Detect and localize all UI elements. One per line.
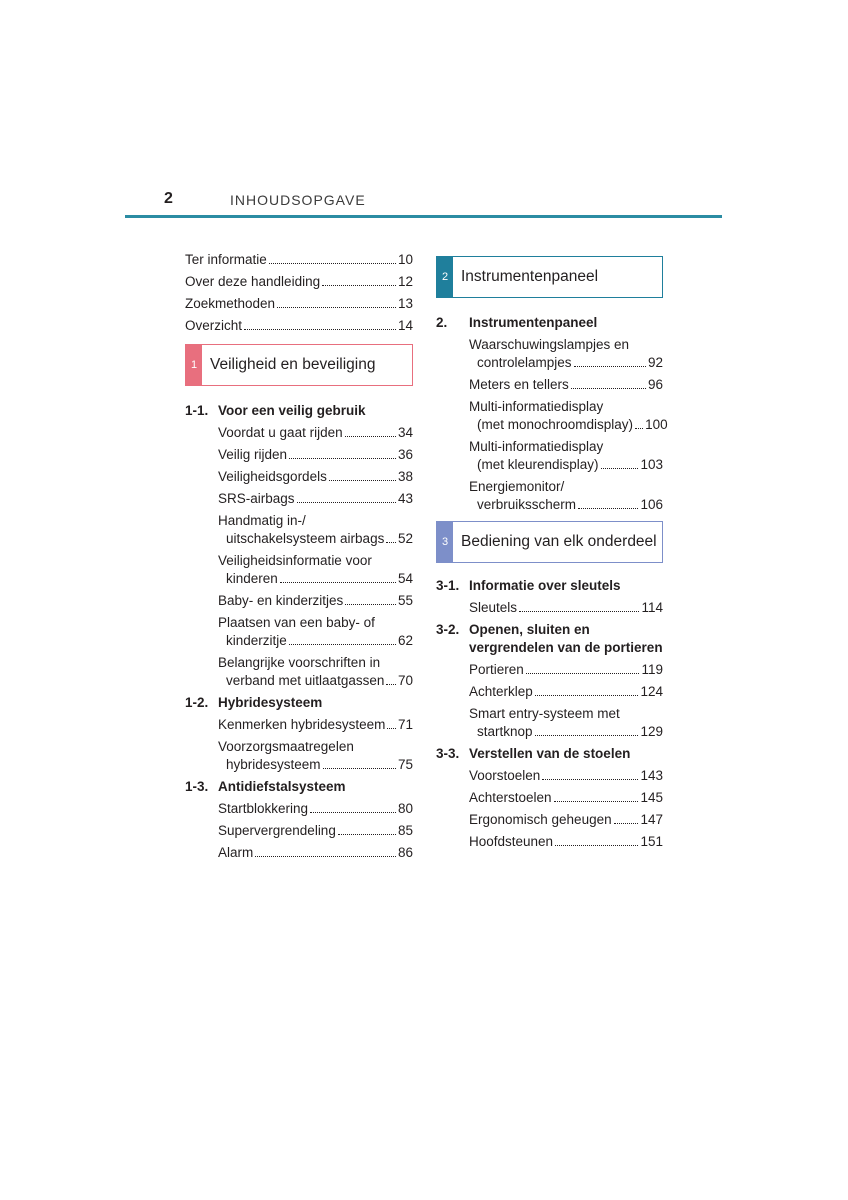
toc-entry-title-line: Voorzorgsmaatregelen — [218, 739, 354, 754]
toc-entry-title: uitschakelsysteem airbags — [226, 531, 385, 546]
section-1-box[interactable] — [185, 344, 413, 386]
header-rule — [125, 215, 722, 218]
section-3-groups — [436, 577, 663, 851]
toc-group — [185, 778, 413, 862]
toc-entry-page: 85 — [397, 823, 413, 838]
toc-entry[interactable] — [218, 716, 413, 734]
toc-entry-page: 13 — [397, 296, 413, 311]
toc-entry[interactable] — [469, 767, 663, 785]
toc-entry-title-line: Plaatsen van een baby- of — [218, 615, 375, 630]
dot-leader — [329, 480, 396, 481]
toc-subheading[interactable] — [436, 314, 663, 332]
toc-entry-page: 12 — [397, 274, 413, 289]
toc-entry-title: SRS-airbags — [218, 491, 295, 506]
toc-subheading-number: 2. — [436, 315, 448, 330]
toc-entry-title: Startblokkering — [218, 801, 309, 816]
dot-leader — [345, 604, 396, 605]
toc-entry[interactable] — [218, 738, 413, 774]
toc-entry[interactable] — [218, 844, 413, 862]
toc-entry[interactable] — [469, 661, 663, 679]
toc-entry-page: 43 — [397, 491, 413, 506]
dot-leader — [277, 307, 396, 308]
toc-subheading-title: Openen, sluiten en vergrendelen van de portieren — [469, 622, 663, 655]
section-3-title: Bediening van elk onderdeel — [461, 533, 657, 550]
toc-entry-page: 55 — [397, 593, 413, 608]
section-1-groups — [185, 402, 413, 862]
toc-group — [436, 621, 663, 741]
toc-group — [436, 314, 668, 514]
dot-leader — [387, 728, 396, 729]
toc-subheading-title: Hybridesysteem — [218, 695, 323, 710]
toc-entry-title: Ergonomisch geheugen — [469, 812, 612, 827]
toc-entry-title: hybridesysteem — [226, 757, 321, 772]
toc-entry[interactable] — [469, 478, 663, 514]
toc-entry[interactable] — [218, 468, 413, 486]
toc-entry-page: 14 — [397, 318, 413, 333]
dot-leader — [574, 366, 646, 367]
toc-group — [436, 577, 663, 617]
toc-entry-title: verband met uitlaatgassen — [226, 673, 385, 688]
toc-entry-page: 62 — [397, 633, 413, 648]
toc-subheading-title: Instrumentenpaneel — [469, 315, 598, 330]
toc-entry-page: 103 — [640, 457, 663, 472]
toc-entry-title: Baby- en kinderzitjes — [218, 593, 344, 608]
toc-subheading-title: Informatie over sleutels — [469, 578, 621, 593]
dot-leader — [280, 582, 396, 583]
section-2-box[interactable] — [436, 256, 663, 298]
toc-entry[interactable] — [218, 654, 413, 690]
toc-subheading-number: 3-2. — [436, 622, 460, 637]
toc-entry[interactable] — [218, 512, 413, 548]
toc-entry[interactable] — [185, 317, 413, 335]
section-1-number: 1 — [186, 345, 202, 385]
toc-entry[interactable] — [469, 398, 668, 434]
toc-subheading[interactable] — [185, 778, 413, 796]
toc-entry-title: (met kleurendisplay) — [477, 457, 599, 472]
toc-entry-title: controlelampjes — [477, 355, 572, 370]
toc-entry[interactable] — [469, 336, 663, 372]
toc-left-column — [185, 251, 413, 866]
toc-entry-title: Zoekmethoden — [185, 296, 276, 311]
toc-entry-title: startknop — [477, 724, 533, 739]
toc-group — [436, 745, 663, 851]
dot-leader — [345, 436, 396, 437]
section-1-title: Veiligheid en beveiliging — [210, 356, 376, 373]
toc-entry[interactable] — [218, 800, 413, 818]
toc-entry[interactable] — [469, 599, 663, 617]
toc-top-entries — [185, 251, 413, 335]
toc-entry-title-line: Handmatig in-/ — [218, 513, 306, 528]
toc-entry-title: Voordat u gaat rijden — [218, 425, 343, 440]
dot-leader — [542, 779, 638, 780]
toc-entry-title: Veiligheidsgordels — [218, 469, 327, 484]
toc-subheading-title: Voor een veilig gebruik — [218, 403, 366, 418]
toc-entry-title: kinderzitje — [226, 633, 287, 648]
toc-entry-page: 96 — [647, 377, 663, 392]
toc-entry[interactable] — [218, 614, 413, 650]
toc-entry[interactable] — [469, 789, 663, 807]
toc-subheading-number: 1-2. — [185, 695, 209, 710]
toc-entry[interactable] — [469, 683, 663, 701]
dot-leader — [289, 644, 396, 645]
toc-entry[interactable] — [185, 295, 413, 313]
toc-entry-page: 52 — [397, 531, 413, 546]
toc-entry-title: Sleutels — [469, 600, 518, 615]
toc-subheading[interactable] — [436, 577, 663, 595]
toc-entry-page: 38 — [397, 469, 413, 484]
toc-entry-title: Alarm — [218, 845, 254, 860]
toc-entry-title: Veilig rijden — [218, 447, 288, 462]
toc-entry-title: Overzicht — [185, 318, 243, 333]
dot-leader — [526, 673, 640, 674]
section-2-groups — [436, 314, 668, 514]
section-2-title: Instrumentenpaneel — [461, 268, 599, 285]
toc-entry-page: 100 — [645, 417, 668, 432]
toc-group — [185, 694, 413, 774]
toc-entry[interactable] — [469, 376, 663, 394]
toc-entry-page: 119 — [641, 662, 663, 677]
toc-entry-title-line: Multi-informatiedisplay — [469, 439, 604, 454]
section-3-box[interactable] — [436, 521, 663, 563]
section-2-number: 2 — [437, 257, 453, 297]
toc-entry-title: Achterklep — [469, 684, 533, 699]
toc-entry-title: Portieren — [469, 662, 524, 677]
dot-leader — [244, 329, 396, 330]
toc-entry-title-line: Veiligheidsinformatie voor — [218, 553, 372, 568]
dot-leader — [269, 263, 396, 264]
toc-group — [185, 402, 413, 690]
toc-entry-title-line: Waarschuwingslampjes en — [469, 337, 630, 352]
toc-entry-title: verbruiksscherm — [477, 497, 577, 512]
toc-subheading[interactable] — [436, 745, 663, 763]
toc-entry-page: 75 — [397, 757, 413, 772]
dot-leader — [338, 834, 396, 835]
dot-leader — [535, 735, 639, 736]
toc-entry-page: 36 — [397, 447, 413, 462]
toc-subheading[interactable] — [185, 402, 413, 420]
toc-right-column — [436, 256, 668, 855]
toc-entry-title: kinderen — [226, 571, 278, 586]
dot-leader — [601, 468, 639, 469]
toc-entry-page: 92 — [647, 355, 663, 370]
toc-entry-title: Voorstoelen — [469, 768, 541, 783]
toc-entry-page: 10 — [397, 252, 413, 267]
page-number: 2 — [164, 190, 173, 207]
toc-entry-page: 143 — [640, 768, 663, 783]
toc-entry-page: 71 — [397, 717, 413, 732]
toc-entry-page: 124 — [640, 684, 663, 699]
dot-leader — [297, 502, 396, 503]
toc-entry[interactable] — [218, 446, 413, 464]
toc-entry-title-line: Energiemonitor/ — [469, 479, 565, 494]
toc-entry-title: (met monochroomdisplay) — [477, 417, 634, 432]
toc-entry-page: 145 — [640, 790, 663, 805]
dot-leader — [578, 508, 638, 509]
toc-entry-page: 34 — [397, 425, 413, 440]
dot-leader — [571, 388, 646, 389]
toc-entry[interactable] — [185, 251, 413, 269]
dot-leader — [614, 823, 639, 824]
toc-entry[interactable] — [469, 438, 663, 474]
dot-leader — [289, 458, 396, 459]
toc-entry-page: 129 — [640, 724, 663, 739]
page-header-title: INHOUDSOPGAVE — [230, 192, 366, 208]
dot-leader — [322, 285, 396, 286]
toc-entry-title: Achterstoelen — [469, 790, 552, 805]
toc-entry[interactable] — [218, 490, 413, 508]
toc-entry[interactable] — [218, 552, 413, 588]
dot-leader — [535, 695, 639, 696]
toc-subheading-number: 3-1. — [436, 578, 460, 593]
dot-leader — [386, 542, 396, 543]
section-3-number: 3 — [437, 522, 453, 562]
toc-entry[interactable] — [218, 822, 413, 840]
toc-entry-page: 80 — [397, 801, 413, 816]
toc-entry[interactable] — [218, 592, 413, 610]
toc-entry-page: 54 — [397, 571, 413, 586]
toc-entry-title: Kenmerken hybridesysteem — [218, 717, 386, 732]
toc-entry-page: 147 — [640, 812, 663, 827]
toc-entry-title: Over deze handleiding — [185, 274, 321, 289]
toc-entry[interactable] — [218, 424, 413, 442]
toc-entry-title: Hoofdsteunen — [469, 834, 554, 849]
toc-subheading-number: 1-1. — [185, 403, 209, 418]
dot-leader — [323, 768, 396, 769]
dot-leader — [310, 812, 396, 813]
toc-entry-title-line: Multi-informatiedisplay — [469, 399, 604, 414]
dot-leader — [386, 684, 396, 685]
toc-entry-title-line: Smart entry-systeem met — [469, 706, 620, 721]
toc-entry-page: 106 — [640, 497, 663, 512]
toc-subheading[interactable] — [436, 621, 663, 657]
toc-entry-page: 114 — [641, 600, 663, 615]
toc-entry-title: Meters en tellers — [469, 377, 569, 392]
dot-leader — [519, 611, 639, 612]
toc-entry-page: 151 — [640, 834, 663, 849]
toc-entry-title: Supervergrendeling — [218, 823, 336, 838]
toc-subheading-title: Antidiefstalsysteem — [218, 779, 346, 794]
toc-entry-title: Ter informatie — [185, 252, 267, 267]
toc-entry-page: 70 — [397, 673, 413, 688]
dot-leader — [554, 801, 639, 802]
dot-leader — [255, 856, 396, 857]
toc-subheading-number: 1-3. — [185, 779, 209, 794]
dot-leader — [555, 845, 638, 846]
toc-entry[interactable] — [469, 811, 663, 829]
toc-subheading-number: 3-3. — [436, 746, 460, 761]
toc-entry-page: 86 — [397, 845, 413, 860]
dot-leader — [635, 428, 643, 429]
toc-entry[interactable] — [185, 273, 413, 291]
toc-subheading-title: Verstellen van de stoelen — [469, 746, 631, 761]
toc-entry[interactable] — [469, 833, 663, 851]
toc-entry-title-line: Belangrijke voorschriften in — [218, 655, 381, 670]
toc-subheading[interactable] — [185, 694, 413, 712]
toc-entry[interactable] — [469, 705, 663, 741]
